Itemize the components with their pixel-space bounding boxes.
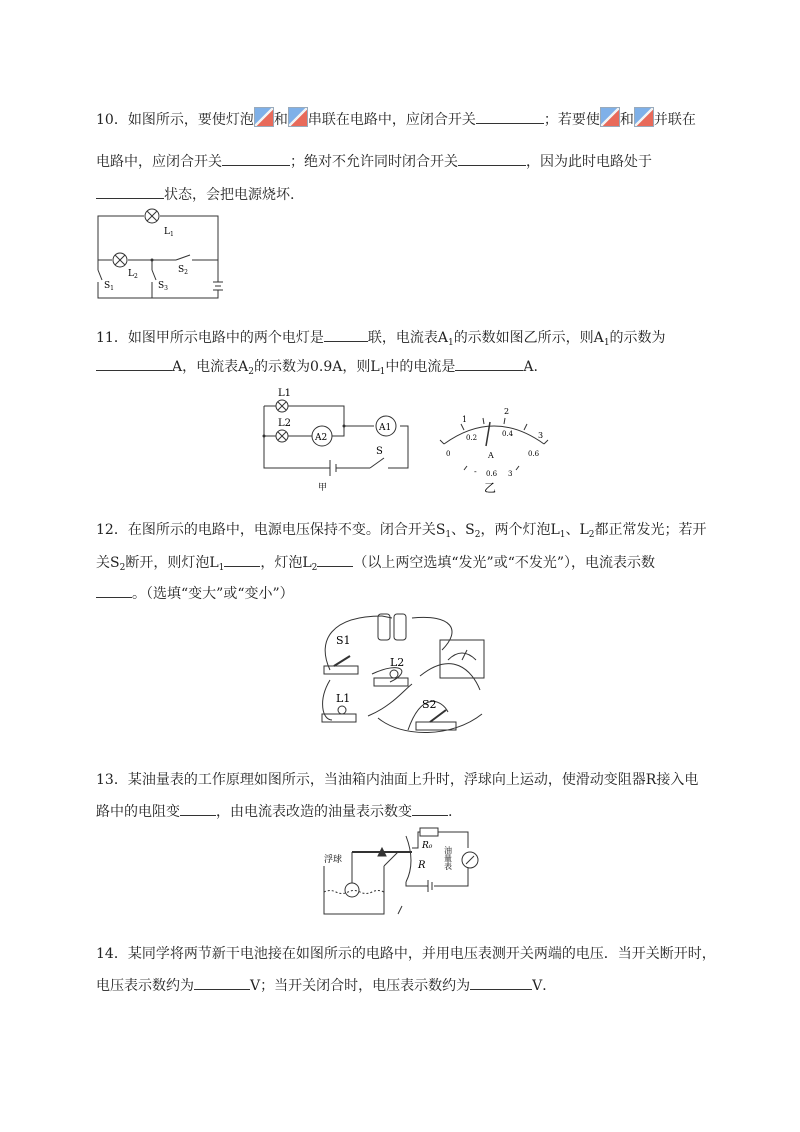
answer-blank[interactable]: [324, 327, 368, 342]
tick-label: 2: [504, 407, 510, 416]
subscript: 2: [119, 563, 126, 573]
figure-caption: 乙: [484, 481, 497, 494]
answer-blank[interactable]: [96, 583, 132, 598]
lamp-image-icon: [634, 107, 654, 127]
tick-label: 3: [538, 431, 544, 440]
q12-text: 12．在图所示的电路中，电源电压保持不变。闭合开关S: [96, 522, 446, 538]
q10-text: ，因为此时电路处于: [526, 154, 652, 170]
q11-text: 的示数如图乙所示，则A: [453, 330, 604, 346]
subscript: 2: [474, 530, 481, 540]
q13-text: 路中的电阻变: [96, 804, 180, 820]
answer-blank[interactable]: [455, 356, 523, 371]
q12-text: （以上两空选填“发光”或“不发光”），电流表示数: [353, 555, 656, 571]
answer-blank[interactable]: [458, 151, 526, 166]
figure-caption: 甲: [318, 483, 328, 493]
subscript: 2: [588, 530, 595, 540]
tick-label: 1: [462, 415, 468, 424]
subscript: 1: [445, 530, 452, 540]
subscript: 2: [311, 563, 318, 573]
q14-text: V；当开关闭合时，电压表示数约为: [250, 978, 471, 994]
label-r0: R₀: [422, 841, 433, 851]
label-l2: L2: [390, 656, 405, 669]
label-s1: $S_1$: [104, 281, 114, 292]
q11-text: 中的电流是: [385, 359, 456, 375]
q10-text: ；绝对不允许同时闭合开关: [290, 154, 458, 170]
q12-text: 断开，则灯泡L: [125, 555, 219, 571]
answer-blank[interactable]: [96, 184, 164, 199]
q13-oil-gauge-diagram: [318, 826, 494, 920]
q12-text: 关S: [96, 555, 120, 571]
ammeter-a2-label: A2: [315, 433, 328, 443]
q12-text: ，两个灯泡L: [480, 522, 560, 538]
answer-blank[interactable]: [224, 552, 260, 567]
q14-line2: [96, 975, 556, 996]
tick-label: 0.4: [502, 430, 514, 438]
q11-text: 的示数为0.9A，则L: [253, 359, 380, 375]
q10-text: 状态，会把电源烧坏.: [164, 187, 295, 203]
q12-text: 都正常发光；若开: [594, 522, 707, 538]
q13-text: 13．某油量表的工作原理如图所示，当油箱内油面上升时，浮球向上运动，使滑动变阻器R接入电: [96, 772, 699, 788]
q11-line2: [96, 356, 538, 382]
subscript: 1: [447, 338, 454, 348]
q10-text: 串联在电路中，应闭合开关: [307, 112, 476, 128]
q11-circuit-jia: [260, 382, 420, 494]
q12-line3: [96, 583, 294, 604]
subscript: 2: [248, 367, 254, 377]
q11-text: A，电流表A: [172, 359, 249, 375]
answer-blank[interactable]: [476, 109, 544, 124]
label-s2: S2: [422, 698, 437, 711]
q14-text: V．: [532, 978, 557, 994]
subscript: 1: [559, 530, 566, 540]
tick-label: 0.6: [528, 450, 540, 458]
label-l1: L1: [336, 692, 351, 705]
lamp-image-icon: [600, 107, 620, 127]
subscript: 1: [379, 367, 386, 377]
tick-label: 0.2: [466, 434, 478, 442]
q12-text: 。（选填“变大”或“变小”）: [132, 586, 294, 602]
q10-text: 电路中，应闭合开关: [96, 154, 222, 170]
lamp-image-icon: [254, 107, 274, 127]
q12-text: 、S: [451, 522, 475, 538]
q13-text: ，由电流表改造的油量表示数变: [216, 804, 412, 820]
q12-text: 、L: [565, 522, 589, 538]
answer-blank[interactable]: [412, 801, 448, 816]
terminal-label: 3: [508, 470, 513, 478]
tick-label: 0: [446, 450, 451, 458]
q10-text: 和: [619, 112, 634, 128]
q10-text: ；若要使: [543, 112, 600, 128]
q14-line1: [96, 944, 716, 964]
answer-blank[interactable]: [194, 975, 250, 990]
terminal-label: 0.6: [486, 470, 498, 478]
subscript: 1: [218, 563, 225, 573]
q12-line1: [96, 520, 707, 545]
q11-text: 的示数为: [609, 330, 666, 346]
q11-text: 11．如图甲所示电路中的两个电灯是: [96, 330, 324, 346]
switch-label: S: [376, 446, 383, 457]
answer-blank[interactable]: [470, 975, 532, 990]
q10-text: 和: [273, 112, 288, 128]
answer-blank[interactable]: [317, 552, 353, 567]
label-l1: $L_1$: [164, 227, 174, 238]
q13-line1: [96, 770, 698, 790]
q10-line3: [96, 184, 294, 205]
answer-blank[interactable]: [222, 151, 290, 166]
q11-text: 联，电流表A: [367, 330, 448, 346]
label-s3: $S_3$: [158, 281, 168, 292]
q10-text: 10．如图所示，要使灯泡: [96, 112, 254, 128]
label-float: 浮球: [324, 855, 343, 865]
label-l1: L1: [278, 388, 292, 399]
label-l2: L2: [278, 418, 292, 429]
q12-text: ，灯泡L: [260, 555, 312, 571]
answer-blank[interactable]: [180, 801, 216, 816]
unit-label: A: [488, 451, 494, 460]
terminal-label: -: [474, 467, 477, 476]
label-s2: $S_2$: [178, 265, 188, 276]
subscript: 1: [603, 338, 610, 348]
q12-line2: [96, 552, 655, 578]
label-l2: $L_2$: [128, 269, 138, 280]
label-r: R: [418, 860, 426, 871]
q11-line1: [96, 327, 666, 353]
q10-line1: [96, 107, 696, 130]
q13-line2: [96, 801, 452, 822]
q14-text: 电压表示数约为: [96, 978, 194, 994]
q11-text: A.: [523, 359, 538, 375]
q14-text: 14．某同学将两节新干电池接在如图所示的电路中，并用电压表测开关两端的电压．当开关断开时，: [96, 946, 716, 962]
ammeter-a1-label: A1: [379, 423, 392, 433]
lamp-image-icon: [288, 107, 308, 127]
q10-circuit-diagram: [92, 204, 242, 304]
label-oil-meter: 油量表: [443, 846, 453, 870]
q11-ammeter-yi: [434, 400, 554, 494]
q10-line2: [96, 151, 652, 172]
q13-text: .: [448, 804, 453, 820]
q10-text: 并联在: [653, 112, 696, 128]
label-s1: S1: [336, 634, 351, 647]
answer-blank[interactable]: [96, 356, 172, 371]
q12-circuit-photo: [312, 610, 492, 742]
